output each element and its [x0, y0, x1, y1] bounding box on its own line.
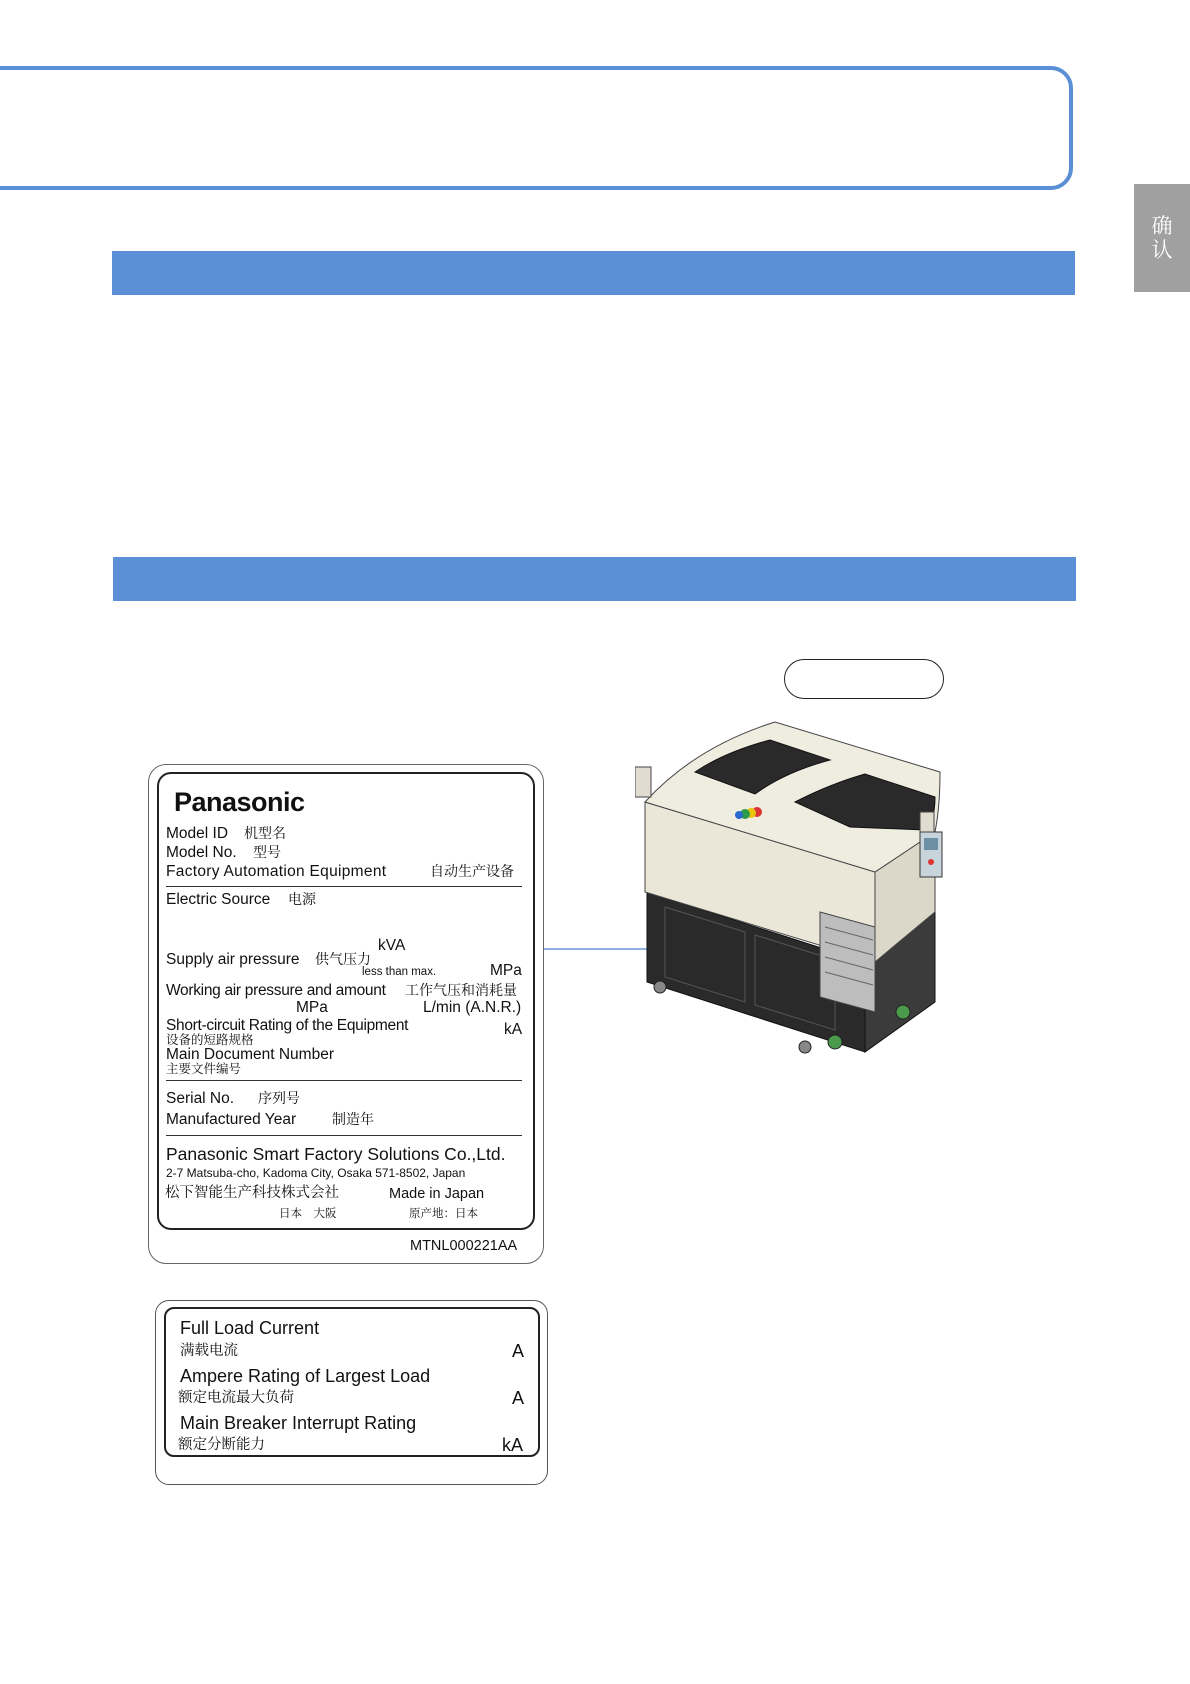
- working-air-unit-mpa: MPa: [296, 999, 328, 1016]
- full-load-current-unit: A: [512, 1341, 525, 1361]
- manufactured-year-label-cn: 制造年: [332, 1112, 374, 1128]
- origin-cn: 原产地：日本: [409, 1206, 478, 1220]
- short-circuit-label: Short-circuit Rating of the Equipment: [166, 1017, 409, 1034]
- main-document-label-cn: 主要文件编号: [166, 1061, 242, 1076]
- company-name: Panasonic Smart Factory Solutions Co.,Ltd.: [166, 1144, 506, 1164]
- ampere-rating-label: Ampere Rating of Largest Load: [180, 1366, 431, 1386]
- supply-air-label: Supply air pressure: [166, 951, 300, 968]
- model-no-label-cn: 型号: [253, 845, 281, 861]
- model-no-label: Model No.: [166, 844, 237, 861]
- nameplate-divider-1: [166, 886, 522, 887]
- supply-air-label-cn: 供气压力: [315, 952, 371, 968]
- made-in-japan: Made in Japan: [389, 1186, 485, 1202]
- short-circuit-unit: kA: [504, 1021, 523, 1038]
- electric-source-label: Electric Source: [166, 891, 271, 908]
- equipment-label-cn: 自动生产设备: [430, 864, 514, 880]
- model-id-label: Model ID: [166, 825, 229, 842]
- breaker-rating-label-cn: 额定分断能力: [178, 1437, 265, 1453]
- electric-source-label-cn: 电源: [288, 892, 316, 908]
- working-air-label: Working air pressure and amount: [166, 982, 386, 999]
- kva-unit: kVA: [378, 937, 406, 954]
- less-than-max-note: less than max.: [362, 966, 437, 978]
- model-id-label-cn: 机型名: [244, 826, 286, 842]
- side-tab-label: 确认: [1151, 214, 1173, 262]
- company-address: 2-7 Matsuba-cho, Kadoma City, Osaka 571-8502, Japan: [166, 1166, 466, 1180]
- short-circuit-label-cn: 设备的短路规格: [166, 1032, 254, 1047]
- location-cn: 日本 大阪: [279, 1206, 337, 1220]
- placement-machine-illustration: [635, 712, 1013, 1060]
- serial-no-label: Serial No.: [166, 1090, 235, 1107]
- main-document-label: Main Document Number: [166, 1046, 334, 1063]
- manufactured-year-label: Manufactured Year: [166, 1111, 297, 1128]
- supply-air-unit: MPa: [490, 962, 522, 979]
- full-load-current-label-cn: 满载电流: [180, 1343, 238, 1359]
- equipment-label: Factory Automation Equipment: [166, 863, 387, 880]
- nameplate-divider-2: [166, 1080, 522, 1081]
- breaker-rating-label: Main Breaker Interrupt Rating: [180, 1413, 417, 1433]
- ampere-rating-unit: A: [512, 1388, 525, 1408]
- full-load-current-label: Full Load Current: [180, 1318, 320, 1338]
- nameplate-divider-3: [166, 1135, 522, 1136]
- breaker-rating-unit: kA: [502, 1435, 524, 1455]
- serial-no-label-cn: 序列号: [258, 1091, 300, 1107]
- working-air-unit-lmin: L/min (A.N.R.): [423, 999, 522, 1016]
- nameplate-code: MTNL000221AA: [410, 1238, 518, 1254]
- brand-logo-text: Panasonic: [174, 787, 305, 817]
- working-air-label-cn: 工作气压和消耗量: [405, 983, 517, 999]
- ampere-rating-label-cn: 额定电流最大负荷: [178, 1390, 294, 1406]
- company-name-cn: 松下智能生产科技株式会社: [165, 1185, 339, 1201]
